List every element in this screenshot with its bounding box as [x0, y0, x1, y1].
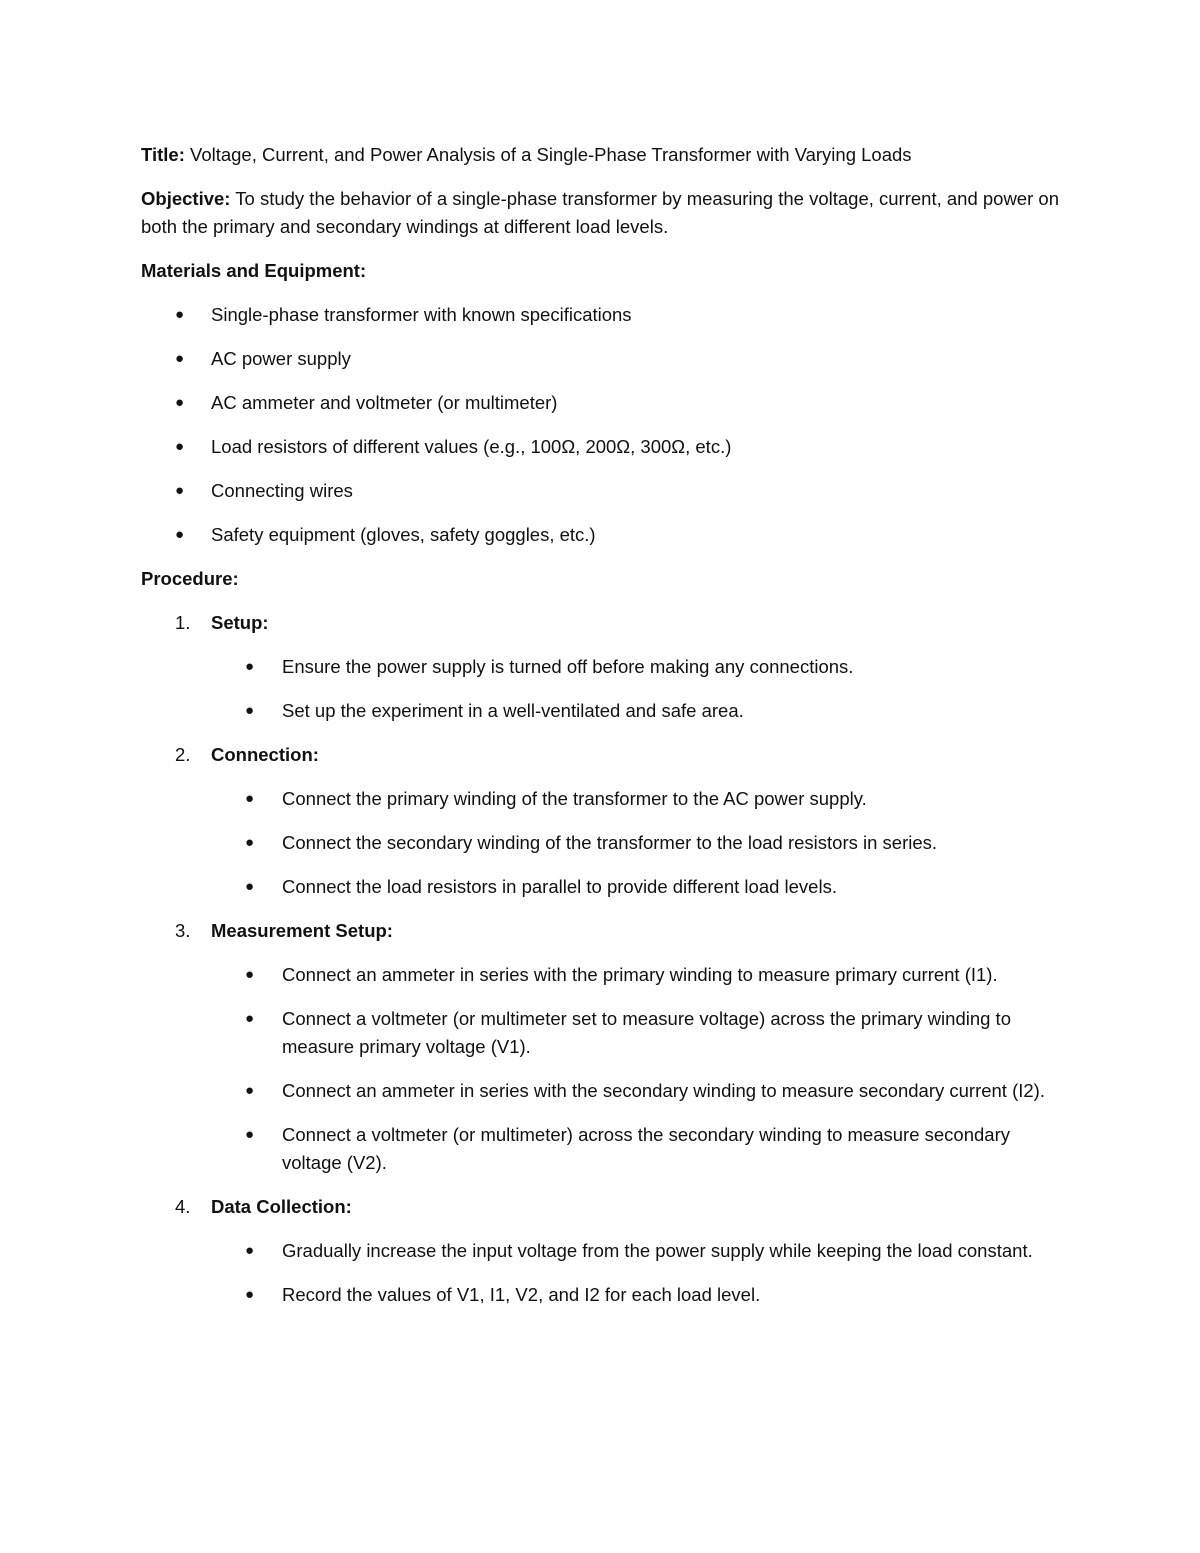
bullet-icon: ●	[175, 482, 185, 499]
bullet-icon: ●	[175, 438, 185, 455]
step-title: Data Collection:	[211, 1196, 352, 1217]
bullet-icon: ●	[245, 1286, 255, 1303]
step-item: ● Connect a voltmeter (or multimeter set to measure voltage) across the primary winding to measure primary voltage (V1).	[141, 1005, 1061, 1061]
objective-text: To study the behavior of a single-phase transformer by measuring the voltage, current, and power on both the primary and secondary windings at different load levels.	[141, 188, 1059, 237]
procedure-step-connection	[141, 741, 1061, 901]
step-title: Measurement Setup:	[211, 920, 393, 941]
step-item: ● Record the values of V1, I1, V2, and I2 for each load level.	[141, 1281, 1061, 1309]
procedure-steps	[141, 609, 1061, 1309]
bullet-icon: ●	[175, 526, 185, 543]
step-item: ● Connect a voltmeter (or multimeter) across the secondary winding to measure secondary voltage (V2).	[141, 1121, 1061, 1177]
objective-label: Objective:	[141, 188, 231, 209]
step-title: Setup:	[211, 612, 269, 633]
materials-heading: Materials and Equipment:	[141, 260, 367, 281]
title-text: Voltage, Current, and Power Analysis of a Single-Phase Transformer with Varying Loads	[190, 144, 912, 165]
bullet-icon: ●	[245, 658, 255, 675]
step-item: ● Connect an ammeter in series with the primary winding to measure primary current (I1).	[141, 961, 1061, 989]
step-item: ● Connect the secondary winding of the transformer to the load resistors in series.	[141, 829, 1061, 857]
step-item: ● Connect the load resistors in parallel to provide different load levels.	[141, 873, 1061, 901]
bullet-icon: ●	[245, 790, 255, 807]
step-items	[141, 653, 1061, 725]
step-items	[141, 785, 1061, 901]
step-item: ● Set up the experiment in a well-ventilated and safe area.	[141, 697, 1061, 725]
bullet-icon: ●	[245, 878, 255, 895]
bullet-icon: ●	[175, 394, 185, 411]
materials-item: ● Connecting wires	[141, 477, 1061, 505]
step-number: 4.	[175, 1196, 191, 1217]
bullet-icon: ●	[245, 1126, 255, 1143]
step-number: 1.	[175, 612, 191, 633]
title-label: Title:	[141, 144, 185, 165]
step-item: ● Ensure the power supply is turned off before making any connections.	[141, 653, 1061, 681]
materials-item: ● Single-phase transformer with known specifications	[141, 301, 1061, 329]
step-number: 3.	[175, 920, 191, 941]
bullet-icon: ●	[245, 1010, 255, 1027]
bullet-icon: ●	[245, 834, 255, 851]
materials-item: ● AC power supply	[141, 345, 1061, 373]
bullet-icon: ●	[175, 306, 185, 323]
materials-item: ● AC ammeter and voltmeter (or multimeter)	[141, 389, 1061, 417]
procedure-step-data-collection	[141, 1193, 1061, 1309]
step-items	[141, 1237, 1061, 1309]
objective-paragraph	[141, 185, 1061, 241]
procedure-step-setup	[141, 609, 1061, 725]
bullet-icon: ●	[245, 702, 255, 719]
bullet-icon: ●	[245, 1082, 255, 1099]
materials-list	[141, 301, 1061, 549]
step-title: Connection:	[211, 744, 319, 765]
materials-item: ● Load resistors of different values (e.g., 100Ω, 200Ω, 300Ω, etc.)	[141, 433, 1061, 461]
materials-item: ● Safety equipment (gloves, safety goggles, etc.)	[141, 521, 1061, 549]
bullet-icon: ●	[245, 966, 255, 983]
step-item: ● Gradually increase the input voltage from the power supply while keeping the load constant.	[141, 1237, 1061, 1265]
step-item: ● Connect an ammeter in series with the secondary winding to measure secondary current (I2).	[141, 1077, 1061, 1105]
step-item: ● Connect the primary winding of the transformer to the AC power supply.	[141, 785, 1061, 813]
bullet-icon: ●	[245, 1242, 255, 1259]
bullet-icon: ●	[175, 350, 185, 367]
step-number: 2.	[175, 744, 191, 765]
procedure-step-measurement-setup	[141, 917, 1061, 1177]
title-line	[141, 141, 1061, 169]
document-page	[141, 141, 1061, 1325]
step-items	[141, 961, 1061, 1177]
procedure-heading: Procedure:	[141, 568, 239, 589]
